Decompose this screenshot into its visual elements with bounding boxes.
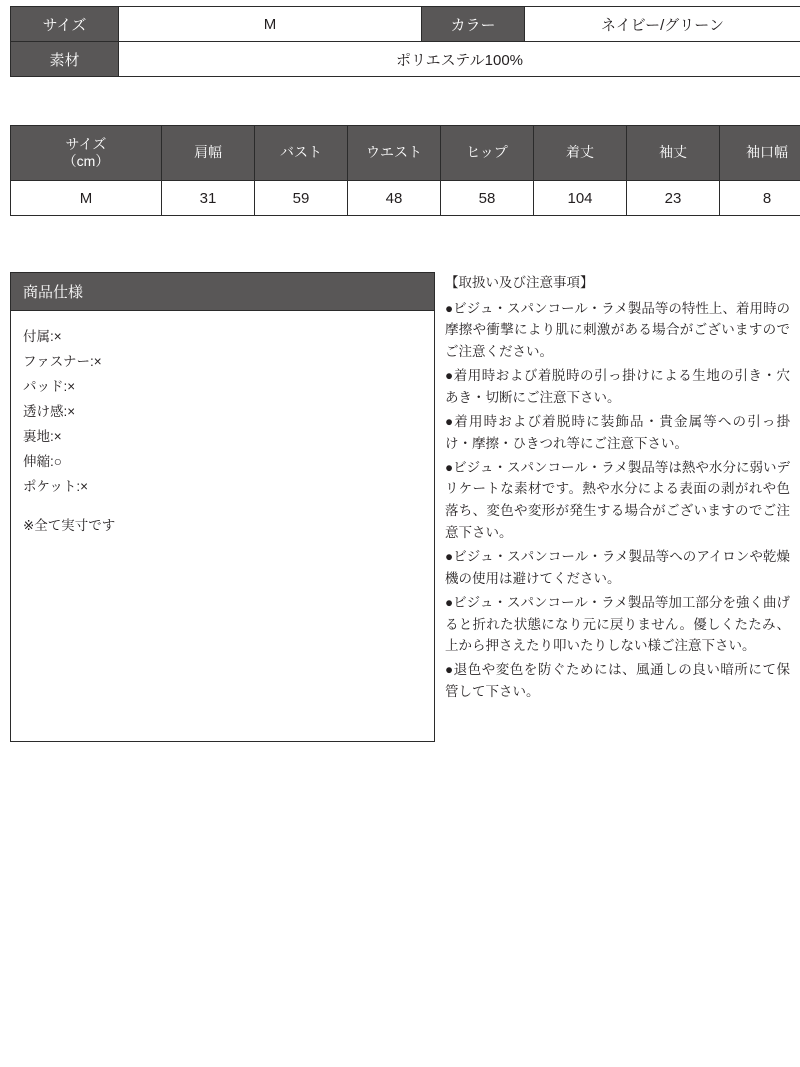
spec-item: 裏地:× bbox=[23, 428, 62, 444]
size-label-cell: サイズ bbox=[11, 7, 119, 42]
spec-item: 透け感:× bbox=[23, 403, 76, 419]
spec-note: ※全て実寸です bbox=[23, 517, 116, 533]
care-item: ●着用時および着脱時に装飾品・貴金属等への引っ掛け・摩擦・ひきつれ等にご注意下さい。 bbox=[445, 413, 790, 451]
measurement-header-cuff: 袖口幅 bbox=[720, 126, 800, 181]
spec-item: 伸縮:○ bbox=[23, 453, 62, 469]
color-value-cell: ネイビー/グリーン bbox=[525, 7, 800, 42]
measurement-header-waist: ウエスト bbox=[348, 126, 441, 181]
size-value-cell: M bbox=[119, 7, 422, 42]
product-specification-title: 商品仕様 bbox=[10, 272, 435, 310]
measurement-value-waist: 48 bbox=[348, 181, 441, 216]
care-instructions-title: 【取扱い及び注意事項】 bbox=[445, 275, 594, 290]
material-label-cell: 素材 bbox=[11, 42, 119, 77]
spacer bbox=[23, 500, 422, 514]
measurement-header-size bbox=[11, 126, 162, 181]
product-spec-table bbox=[10, 6, 800, 77]
care-instructions-list bbox=[445, 298, 790, 703]
measurement-header-size-unit: （cm） bbox=[62, 153, 110, 169]
measurement-header-shoulder: 肩幅 bbox=[162, 126, 255, 181]
measurement-value-shoulder: 31 bbox=[162, 181, 255, 216]
spec-item: ファスナー:× bbox=[23, 353, 102, 369]
measurement-table bbox=[10, 125, 800, 216]
table-row bbox=[11, 42, 800, 77]
care-item: ●退色や変色を防ぐためには、風通しの良い暗所にて保管して下さい。 bbox=[445, 662, 790, 700]
spec-item: 付属:× bbox=[23, 329, 62, 344]
measurement-value-length: 104 bbox=[534, 181, 627, 216]
measurement-value-cuff: 8 bbox=[720, 181, 800, 216]
measurement-value-hip: 58 bbox=[441, 181, 534, 216]
color-label-cell: カラー bbox=[422, 7, 525, 42]
spec-item: ポケット:× bbox=[23, 478, 88, 494]
care-item: ●ビジュ・スパンコール・ラメ製品等の特性上、着用時の摩擦や衝撃により肌に刺激がある場合がございますのでご注意ください。 bbox=[445, 300, 790, 360]
care-item: ●着用時および着脱時の引っ掛けによる生地の引き・穴あき・切断にご注意下さい。 bbox=[445, 368, 790, 406]
measurement-header-hip: ヒップ bbox=[441, 126, 534, 181]
material-value-cell: ポリエステル100% bbox=[119, 42, 800, 77]
measurement-value-sleeve: 23 bbox=[627, 181, 720, 216]
spec-item: パッド:× bbox=[23, 378, 76, 394]
table-header-row bbox=[11, 126, 800, 181]
product-specification-panel bbox=[10, 272, 435, 742]
measurement-value-size: M bbox=[11, 181, 162, 216]
care-item: ●ビジュ・スパンコール・ラメ製品等加工部分を強く曲げると折れた状態になり元に戻りません。優しくたたみ、上から押さえたり叩いたりしない様ご注意下さい。 bbox=[445, 594, 790, 654]
measurement-value-bust: 59 bbox=[255, 181, 348, 216]
measurement-header-size-main: サイズ bbox=[65, 135, 107, 152]
measurement-header-length: 着丈 bbox=[534, 126, 627, 181]
care-item: ●ビジュ・スパンコール・ラメ製品等へのアイロンや乾燥機の使用は避けてください。 bbox=[445, 549, 790, 586]
detail-panels bbox=[10, 272, 790, 742]
measurement-header-bust: バスト bbox=[255, 126, 348, 181]
table-row bbox=[11, 7, 800, 42]
care-item: ●ビジュ・スパンコール・ラメ製品等は熱や水分に弱いデリケートな素材です。熱や水分による表面の剥がれや色落ち、変色や変形が発生する場合がございますのでご注意下さい。 bbox=[445, 459, 790, 541]
product-specification-body bbox=[10, 310, 435, 742]
measurement-header-sleeve: 袖丈 bbox=[627, 126, 720, 181]
care-instructions-panel bbox=[445, 272, 790, 742]
table-row bbox=[11, 181, 800, 216]
